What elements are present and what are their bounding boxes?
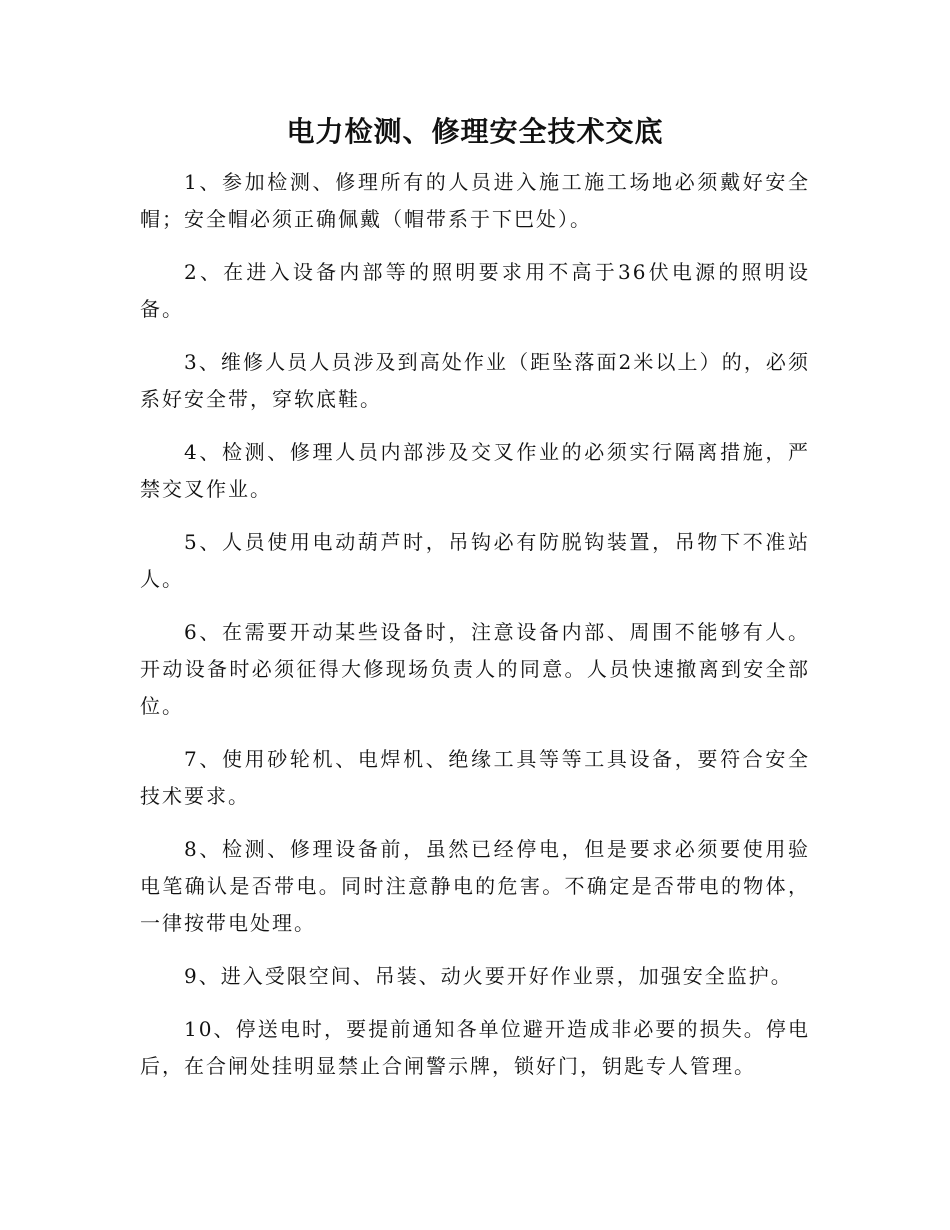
paragraph-1: 1、参加检测、修理所有的人员进入施工施工场地必须戴好安全帽；安全帽必须正确佩戴（帽带系于下巴处）。	[140, 170, 810, 231]
paragraph-2: 2、在进入设备内部等的照明要求用不高于36伏电源的照明设备。	[140, 260, 810, 321]
document-body	[140, 164, 810, 1085]
paragraph-5: 5、人员使用电动葫芦时，吊钩必有防脱钩装置，吊物下不准站人。	[140, 530, 810, 591]
paragraph-6: 6、在需要开动某些设备时，注意设备内部、周围不能够有人。开动设备时必须征得大修现场负责人的同意。人员快速撤离到安全部位。	[140, 620, 810, 718]
paragraph-8: 8、检测、修理设备前，虽然已经停电，但是要求必须要使用验电笔确认是否带电。同时注意静电的危害。不确定是否带电的物体，一律按带电处理。	[140, 837, 810, 935]
paragraph-4: 4、检测、修理人员内部涉及交叉作业的必须实行隔离措施，严禁交叉作业。	[140, 440, 810, 501]
paragraph-7: 7、使用砂轮机、电焊机、绝缘工具等等工具设备，要符合安全技术要求。	[140, 747, 810, 808]
paragraph-10: 10、停送电时，要提前通知各单位避开造成非必要的损失。停电后，在合闸处挂明显禁止合闸警示牌，锁好门，钥匙专人管理。	[140, 1017, 810, 1078]
paragraph-9: 9、进入受限空间、吊装、动火要开好作业票，加强安全监护。	[184, 964, 793, 988]
paragraph-3: 3、维修人员人员涉及到高处作业（距坠落面2米以上）的，必须系好安全带，穿软底鞋。	[140, 350, 810, 411]
document-title: 电力检测、修理安全技术交底	[286, 115, 664, 148]
